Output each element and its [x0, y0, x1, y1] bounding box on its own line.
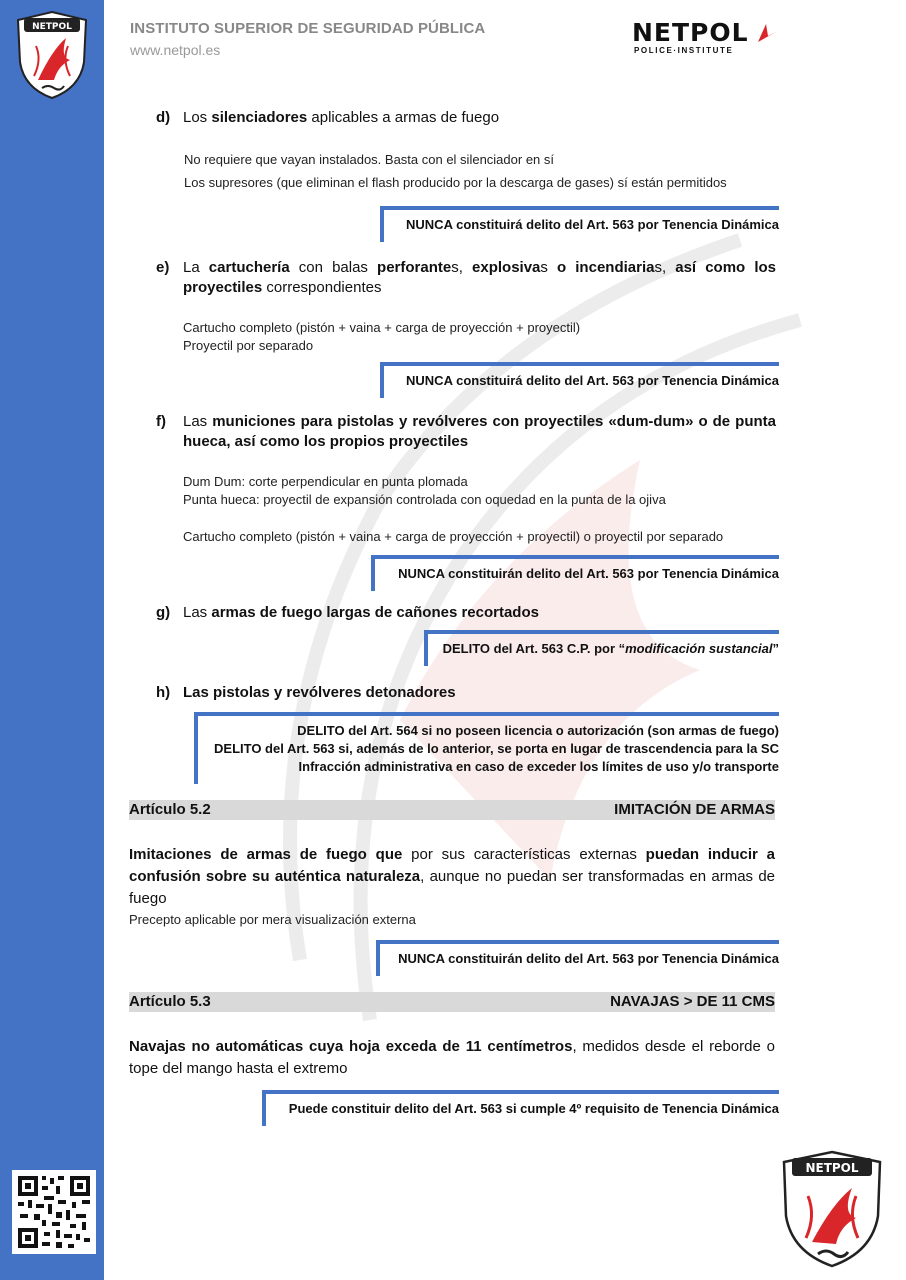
article-paragraph: [129, 844, 775, 910]
note-line: Cartucho completo (pistón + vaina + carga de proyección + proyectil) o proyectil por separado: [183, 529, 724, 544]
verdict-text: Infracción administrativa en caso de exceder los límites de uso y/o transporte: [298, 759, 779, 774]
item-letter: g): [156, 604, 171, 621]
verdict-text-part: ”: [772, 641, 779, 656]
text-run-bold: silenciadores: [211, 109, 308, 126]
item-f: [156, 412, 776, 452]
text-run-bold: perforante: [377, 259, 452, 276]
netpol-shield-badge: [780, 1150, 884, 1268]
verdict-box: [424, 630, 779, 666]
text-run: s: [540, 259, 557, 276]
text-run-bold: cartuchería: [208, 259, 290, 276]
verdict-text: NUNCA constituirá delito del Art. 563 por Tenencia Dinámica: [406, 373, 779, 388]
text-run: , aunque no puedan ser transformadas en armas de fuego: [129, 868, 775, 907]
verdict-text: DELITO del Art. 563 si, además de lo anterior, se porta en lugar de trascendencia para la SC: [214, 741, 779, 756]
article-label: Artículo 5.2: [129, 801, 211, 818]
note-line: Cartucho completo (pistón + vaina + carga de proyección + proyectil): [183, 320, 581, 335]
text-run: , medidos desde el reborde o tope del mango hasta el extremo: [129, 1038, 775, 1077]
verdict-text: DELITO del Art. 564 si no poseen licencia o autorización (son armas de fuego): [297, 723, 779, 738]
verdict-text-italic: modificación sustancial: [625, 641, 773, 656]
item-letter: d): [156, 109, 171, 126]
text-run-bold: puedan inducir a confusión sobre su auténtica naturaleza: [129, 846, 775, 885]
item-e: [156, 258, 776, 298]
institute-title: INSTITUTO SUPERIOR DE SEGURIDAD PÚBLICA: [130, 20, 486, 37]
article-note: Precepto aplicable por mera visualización externa: [129, 912, 416, 927]
verdict-box: [262, 1090, 779, 1126]
verdict-text: [428, 640, 779, 658]
verdict-box: [194, 712, 779, 784]
shield-logo-text: NETPOL: [32, 22, 72, 32]
text-run: Las: [183, 413, 213, 430]
text-run: con balas: [289, 259, 378, 276]
item-letter: f): [156, 413, 166, 430]
note-line: Los supresores (que eliminan el flash producido por la descarga de gases) sí están permitidos: [184, 175, 727, 190]
text-run-bold: así como los proyectiles: [183, 259, 776, 296]
website-link[interactable]: www.netpol.es: [130, 42, 221, 58]
note-line: Proyectil por separado: [183, 338, 314, 353]
text-run-bold: explosiva: [472, 259, 541, 276]
text-run: Las: [183, 604, 212, 621]
note-line: Punta hueca: proyectil de expansión controlada con oquedad en la punta de la ojiva: [183, 492, 666, 507]
note-line: Dum Dum: corte perpendicular en punta plomada: [183, 474, 468, 489]
item-d: [156, 108, 776, 128]
text-run: s,: [451, 259, 473, 276]
text-run: La: [183, 259, 209, 276]
section-band: [129, 800, 775, 820]
brand-logo-subtitle: POLICE·INSTITUTE: [634, 46, 734, 55]
item-letter: e): [156, 259, 170, 276]
article-label: Artículo 5.3: [129, 993, 211, 1010]
verdict-box: [376, 940, 779, 976]
text-run-bold: Las pistolas y revólveres detonadores: [183, 684, 456, 701]
verdict-text: Puede constituir delito del Art. 563 si cumple 4º requisito de Tenencia Dinámica: [288, 1101, 779, 1116]
item-letter: h): [156, 684, 171, 701]
verdict-text: NUNCA constituirán delito del Art. 563 por Tenencia Dinámica: [398, 951, 779, 966]
article-heading: IMITACIÓN DE ARMAS: [614, 801, 775, 818]
text-run: correspondientes: [262, 279, 382, 296]
section-band: [129, 992, 775, 1012]
text-run-bold: Imitaciones de armas de fuego que: [129, 846, 403, 863]
verdict-text-part: DELITO del Art. 563 C.P. por “: [442, 641, 626, 656]
brand-logo-text: NETPOL: [632, 18, 749, 47]
verdict-text: NUNCA constituirá delito del Art. 563 por Tenencia Dinámica: [406, 217, 779, 232]
text-run: Los: [183, 109, 212, 126]
item-h: [156, 683, 776, 703]
text-run-bold: Navajas no automáticas cuya hoja exceda de 11 centímetros: [129, 1038, 573, 1055]
verdict-text: NUNCA constituirán delito del Art. 563 por Tenencia Dinámica: [398, 566, 779, 581]
shield-badge-text: NETPOL: [805, 1161, 859, 1175]
verdict-box: [380, 362, 779, 398]
article-paragraph: [129, 1036, 775, 1080]
verdict-box: [380, 206, 779, 242]
verdict-box: [371, 555, 779, 591]
text-run: por sus características externas: [402, 846, 646, 863]
article-heading: NAVAJAS > DE 11 CMS: [610, 993, 775, 1010]
item-g: [156, 603, 776, 623]
text-run-bold: municiones para pistolas y revólveres con proyectiles «dum-dum» o de punta hueca, así como los propios proyectiles: [183, 413, 776, 450]
text-run-bold: o incendiaria: [557, 259, 655, 276]
text-run: s,: [654, 259, 676, 276]
text-run: aplicables a armas de fuego: [307, 109, 500, 126]
note-line: No requiere que vayan instalados. Basta con el silenciador en sí: [184, 152, 554, 167]
text-run-bold: armas de fuego largas de cañones recortados: [211, 604, 539, 621]
